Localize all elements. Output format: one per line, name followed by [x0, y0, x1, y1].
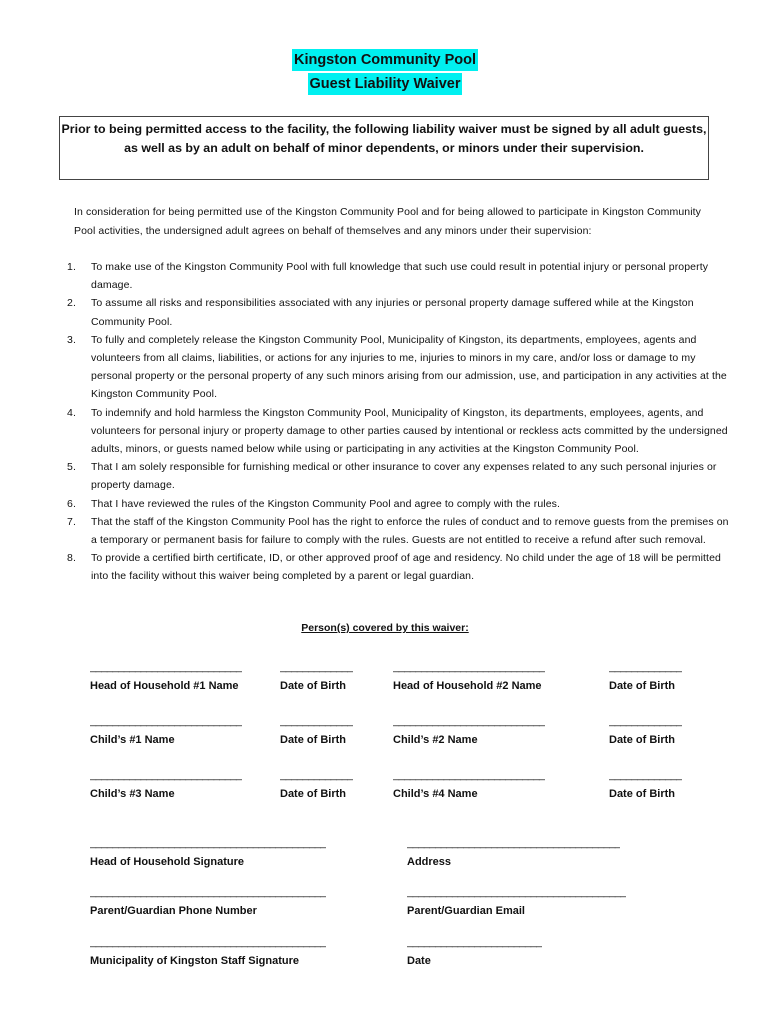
- term-item: 7. That the staff of the Kingston Community Pool has the right to enforce the rules of conduct and to remove guests from the premises on a temporary or permanent basis for failure to comply with the rules. Guests are not entitled to receive a refund after such removal.: [67, 515, 729, 547]
- head-of-household-1-dob-field[interactable]: _____________ Date of Birth: [280, 661, 354, 692]
- term-item: 6. That I have reviewed the rules of the Kingston Community Pool and agree to comply with the rules.: [67, 497, 561, 510]
- term-item: 8. To provide a certified birth certificate, ID, or other approved proof of age and residency. No child under the age of 18 will be permitted into the facility without this waiver being completed by a parent or legal guardian.: [67, 552, 721, 583]
- signature-requirement-notice: Prior to being permitted access to the facility, the following liability waiver must be signed by all adult guests, as well as by an adult on behalf of minor dependents, or minors under their supervision.: [59, 116, 709, 180]
- date-field[interactable]: ________________________ Date: [407, 936, 542, 967]
- head-of-household-2-name-field[interactable]: ___________________________ Head of Household #2 Name: [393, 661, 545, 692]
- head-of-household-2-dob-field[interactable]: _____________ Date of Birth: [609, 661, 683, 692]
- child-4-name-field[interactable]: ___________________________ Child’s #4 Name: [393, 769, 545, 800]
- guardian-phone-field[interactable]: __________________________________________ Parent/Guardian Phone Number: [90, 886, 326, 917]
- child-1-name-field[interactable]: ___________________________ Child’s #1 Name: [90, 715, 242, 746]
- child-2-dob-field[interactable]: _____________ Date of Birth: [609, 715, 683, 746]
- guardian-email-field[interactable]: _______________________________________ Parent/Guardian Email: [407, 886, 627, 917]
- covered-persons-heading: Person(s) covered by this waiver:: [301, 622, 469, 634]
- waiver-terms-list: [60, 258, 730, 586]
- title-line-2: Guest Liability Waiver: [308, 73, 463, 95]
- child-3-name-field[interactable]: ___________________________ Child’s #3 Name: [90, 769, 242, 800]
- document-title: [0, 48, 770, 96]
- child-1-dob-field[interactable]: _____________ Date of Birth: [280, 715, 354, 746]
- title-line-1: Kingston Community Pool: [292, 49, 478, 71]
- term-item: 4. To indemnify and hold harmless the Kingston Community Pool, Municipality of Kingston, its departments, employees, agents, and volunteers for personal injury or property damage to other parties caused by intentional or reckless acts committed by the undersigned adults, minors, or guests named below while using or participating in any activities at the Kingston Community Pool.: [67, 406, 728, 456]
- head-of-household-signature-field[interactable]: __________________________________________ Head of Household Signature: [90, 837, 326, 868]
- intro-paragraph: In consideration for being permitted use of the Kingston Community Pool and for being allowed to participate in Kingston Community Pool activities, the undersigned adult agrees on behalf of themselves and any minors under their supervision:: [74, 206, 702, 237]
- term-item: 3. To fully and completely release the Kingston Community Pool, Municipality of Kingston, its departments, employees, agents and volunteers from all claims, liabilities, or actions for any injuries to me, injuries to minors in my care, and/or loss or damage to my personal property or the personal property of any such minors arising from our admission, use, and participation in any activities at the Kingston Community Pool.: [67, 333, 727, 401]
- address-field[interactable]: ______________________________________ Address: [407, 837, 621, 868]
- child-2-name-field[interactable]: ___________________________ Child’s #2 Name: [393, 715, 545, 746]
- head-of-household-1-name-field[interactable]: ___________________________ Head of Household #1 Name: [90, 661, 242, 692]
- term-item: 1. To make use of the Kingston Community Pool with full knowledge that such use could result in potential injury or personal property damage.: [67, 261, 709, 292]
- child-3-dob-field[interactable]: _____________ Date of Birth: [280, 769, 354, 800]
- term-item: 2. To assume all risks and responsibilities associated with any injuries or personal property damage suffered while at the Kingston Community Pool.: [67, 297, 694, 328]
- child-4-dob-field[interactable]: _____________ Date of Birth: [609, 769, 683, 800]
- staff-signature-field[interactable]: __________________________________________ Municipality of Kingston Staff Signature: [90, 936, 326, 967]
- term-item: 5. That I am solely responsible for furnishing medical or other insurance to cover any expenses related to any such personal injuries or property damage.: [67, 461, 717, 492]
